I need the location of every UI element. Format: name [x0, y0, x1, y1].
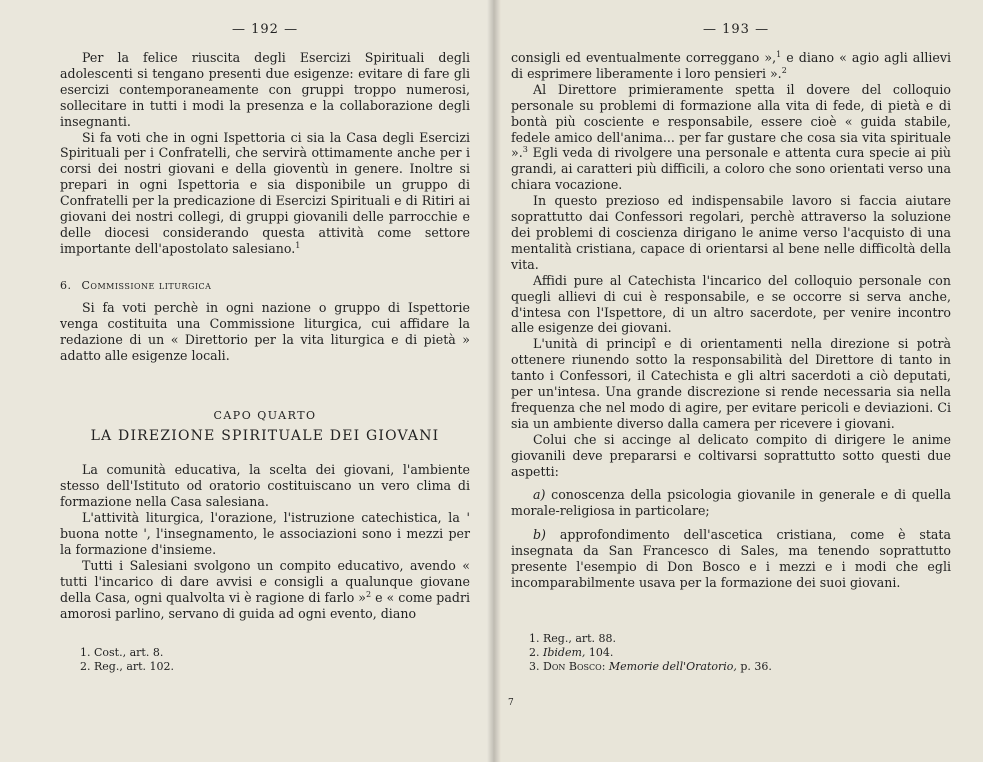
footnote: 2. Ibidem, 104. [529, 646, 614, 659]
footnote: 3. Don Bosco: Memorie dell'Oratorio, p. 36. [529, 660, 772, 673]
section-number: 6. [60, 278, 72, 292]
item-label: a) [533, 487, 546, 503]
chapter-label: CAPO QUARTO [213, 409, 317, 423]
paragraph: Tutti i Salesiani svolgono un compito educativo, avendo « tutti l'incarico di dare avvisi e consigli a qualunque giovane della Casa, ogni qualvolta vi è ragione di farlo »$^2$ e « come padri amorosi parlino, servano di guida ad ogni evento, diano [60, 557, 470, 621]
footnote-ref: 3 [522, 145, 528, 155]
right-page [493, 0, 983, 762]
paragraph: Si fa voti perchè in ogni nazione o gruppo di Ispettorie venga costituita una Commissione liturgica, cui affidare la redazione di un « Direttorio per la vita liturgica e di pietà » adatto alle esigenze locali. [60, 299, 470, 363]
list-item: a) conoscenza della psicologia giovanile in generale e di quella morale-religiosa in particolare; [511, 487, 951, 519]
left-page-body [60, 50, 470, 621]
footnote-ref: 1 [295, 240, 301, 250]
signature-mark: 7 [508, 698, 514, 708]
footnote: 2. Reg., art. 102. [80, 660, 175, 673]
right-page-body [511, 50, 951, 591]
page-number: — 193 — [703, 22, 770, 37]
paragraph: Affidi pure al Catechista l'incarico del colloquio personale con quegli allievi di cui è responsabile, e se occorre si serva anche, d'intesa con l'Ispettore, di un altro sacerdote, per venire incontro alle esigenze dei giovani. [511, 272, 951, 336]
list-item: b) approfondimento dell'ascetica cristiana, come è stata insegnata da San Francesco di Sales, ma tenendo soprattutto presente l'esempio di Don Bosco e i mezzi e i modi che egli incomparabilmente usava per la formazione dei suoi giovani. [511, 527, 951, 590]
footnote-ref: 1 [776, 49, 782, 59]
footnotes [80, 646, 174, 674]
paragraph: Al Direttore primieramente spetta il dovere del colloquio personale su problemi di formazione alla vita di fede, di pietà e di bontà più cosciente e responsabile, essere cioè « guida stabile, fedele amico dell'anima... per far gustare che cosa sia vita spirituale ».$^3$ Egli veda di rivolgere una personale e attenta cura specie ai più grandi, ai caratteri più difficili, a coloro che sono orientati verso una chiara vocazione. [511, 81, 951, 193]
paragraph: In questo prezioso ed indispensabile lavoro si faccia aiutare soprattutto dai Confessori regolari, perchè attraverso la soluzione dei problemi di coscienza dirigano le anime verso l'acquisto di una mentalità cristiana, capace di orientarsi al bene nelle difficoltà della vita. [511, 193, 951, 272]
footnote-ref: 2 [781, 65, 787, 75]
footnote: 1. Reg., art. 88. [529, 632, 617, 645]
section-heading [60, 279, 470, 292]
paragraph: consigli ed eventualmente correggano »,$^1$ e diano « agio agli allievi di esprimere liberamente i loro pensieri ».$^2$ [511, 49, 951, 81]
paragraph: L'unità di principî e di orientamenti nella direzione si potrà ottenere riunendo sotto la responsabilità del Direttore di tanto in tanto i Confessori, il Catechista e gli altri sacerdoti a ciò deputati, per un'intesa. Una grande discrezione si rende necessaria sia nella frequenza che nel modo di agire, per evitare pericoli e deviazioni. Ci sia un ambiente diverso dalla camera per ricevere i giovani. [511, 336, 951, 431]
paragraph: La comunità educativa, la scelta dei giovani, l'ambiente stesso dell'Istituto od oratorio costituiscano un vero clima di formazione nella Casa salesiana. [60, 462, 470, 510]
book-gutter [487, 0, 501, 762]
paragraph: L'attività liturgica, l'orazione, l'istruzione catechistica, la ' buona notte ', l'insegnamento, le associazioni sono i mezzi per la formazione d'insieme. [60, 510, 470, 557]
footnote: 1. Cost., art. 8. [80, 646, 164, 659]
paragraph: Colui che si accinge al delicato compito di dirigere le anime giovanili deve prepararsi e coltivarsi soprattutto sotto questi due aspetti: [511, 431, 951, 479]
footnote-ref: 2 [366, 589, 372, 599]
footnotes [529, 632, 772, 674]
paragraph: Per la felice riuscita degli Esercizi Spirituali degli adolescenti si tengano presenti due esigenze: evitare di fare gli esercizi contemporaneamente con gruppi troppo numerosi, sollecitare in tutti i modi la presenza e la collaborazione degli insegnanti. [60, 50, 470, 129]
chapter-title: LA DIREZIONE SPIRITUALE DEI GIOVANI [90, 428, 440, 445]
page-number: — 192 — [232, 22, 299, 37]
paragraph: Si fa voti che in ogni Ispettoria ci sia la Casa degli Esercizi Spirituali per i Confratelli, che servirà ottimamente anche per i corsi dei nostri giovani e della gioventù in genere. Inoltre si prepari in ogni Ispettoria e sia disponibile un gruppo di Confratelli per la predicazione di Esercizi Spirituali e di Ritiri ai giovani dei nostri collegi, di gruppi giovanili delle parrocchie e delle diocesi considerando questa attività come settore importante dell'apostolato salesiano.$^1$ [60, 129, 470, 256]
item-label: b) [533, 527, 546, 543]
section-title: Commissione liturgica [81, 278, 212, 292]
